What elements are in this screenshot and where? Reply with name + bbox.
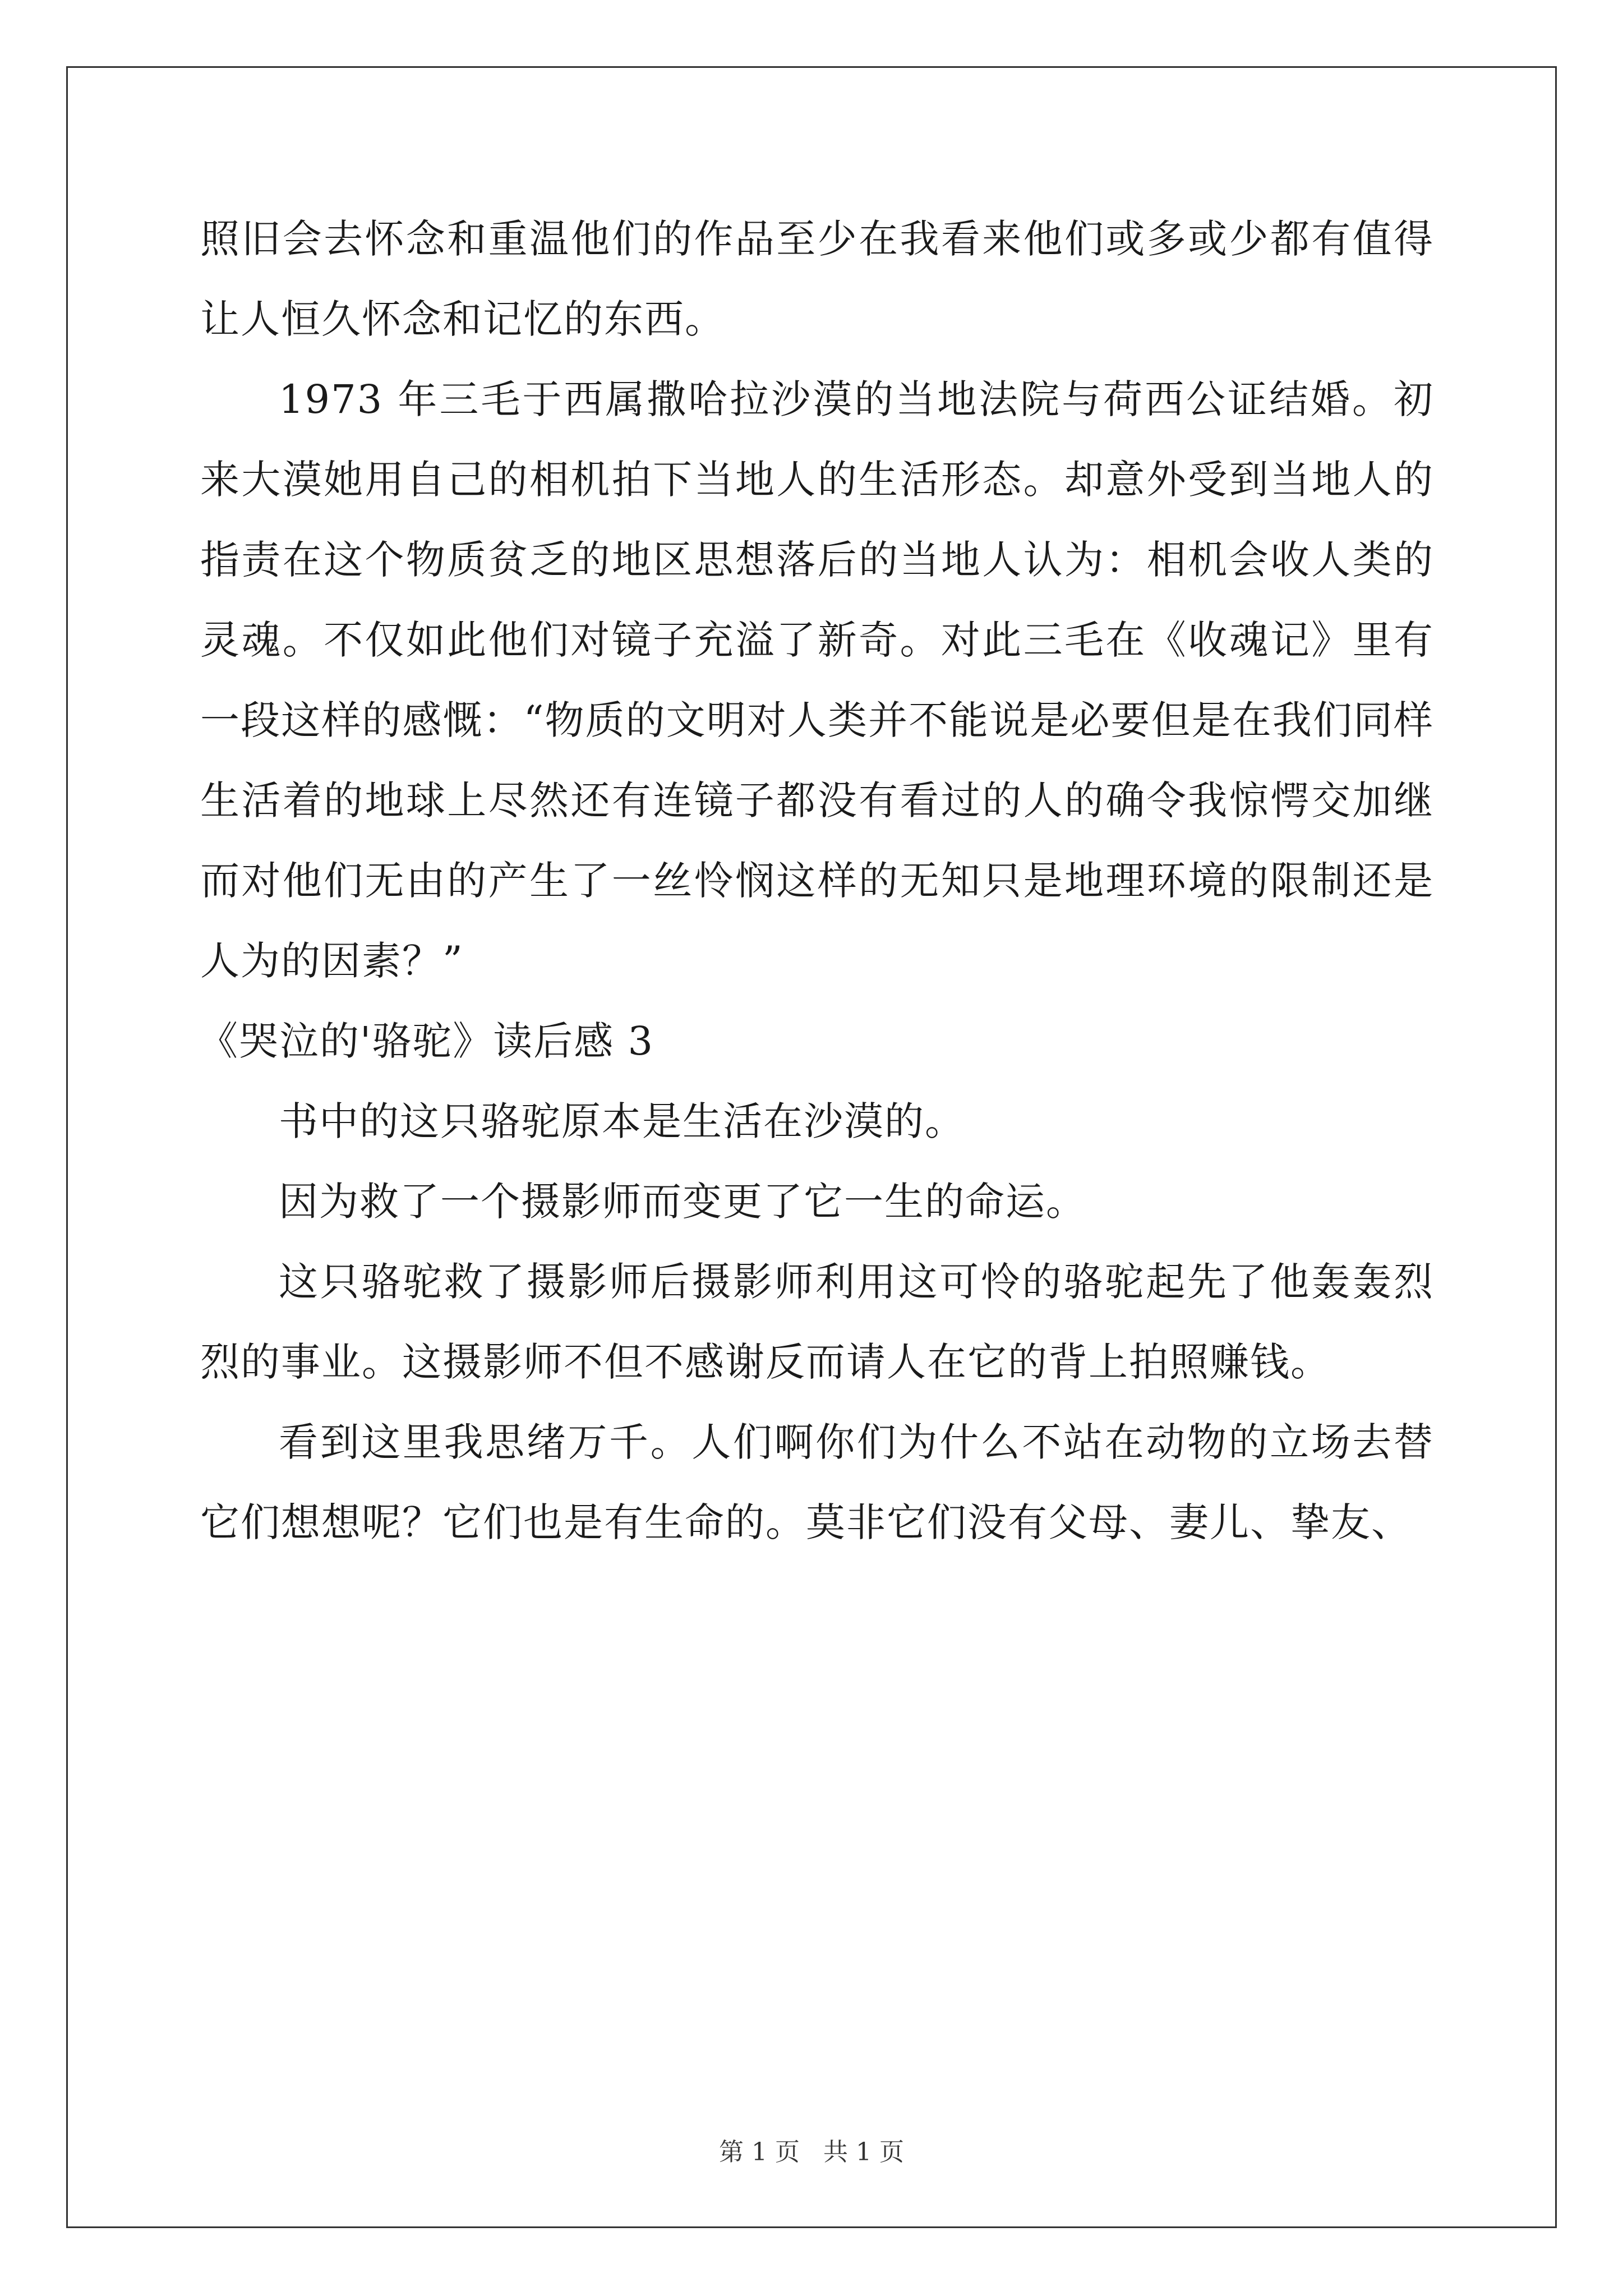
document-body: [200, 199, 1434, 1563]
paragraph-photographer: 这只骆驼救了摄影师后摄影师利用这可怜的骆驼起先了他轰轰烈烈的事业。这摄影师不但不感谢反而请人在它的背上拍照赚钱。: [200, 1259, 1434, 1385]
paragraph-camel-fate: 因为救了一个摄影师而变更了它一生的命运。: [279, 1179, 1086, 1225]
paragraph-reflection: 看到这里我思绪万千。人们啊你们为什么不站在动物的立场去替它们想想呢？它们也是有生命的。莫非它们没有父母、妻儿、挚友、: [200, 1419, 1434, 1545]
page-footer: 第 1 页 共 1 页: [719, 2138, 904, 2166]
section-heading: 《哭泣的'骆驼》读后感 3: [199, 1018, 654, 1064]
paragraph-sanmao-marriage: 1973 年三毛于西属撒哈拉沙漠的当地法院与荷西公证结婚。初来大漠她用自己的相机拍下当地人的生活形态。却意外受到当地人的指责在这个物质贫乏的地区思想落后的当地人认为：相机会收人类的灵魂。不仅如此他们对镜子充溢了新奇。对此三毛在《收魂记》里有一段这样的感慨：“物质的文明对人类并不能说是必要但是在我们同样生活着的地球上尽然还有连镜子都没有看过的人的确令我惊愕交加继而对他们无由的产生了一丝怜悯这样的无知只是地理环境的限制还是人为的因素？”: [200, 376, 1434, 984]
paragraph-camel-desert: 书中的这只骆驼原本是生活在沙漠的。: [279, 1098, 965, 1144]
paragraph-continuation: 照旧会去怀念和重温他们的作品至少在我看来他们或多或少都有值得让人恒久怀念和记忆的东西。: [200, 216, 1434, 342]
